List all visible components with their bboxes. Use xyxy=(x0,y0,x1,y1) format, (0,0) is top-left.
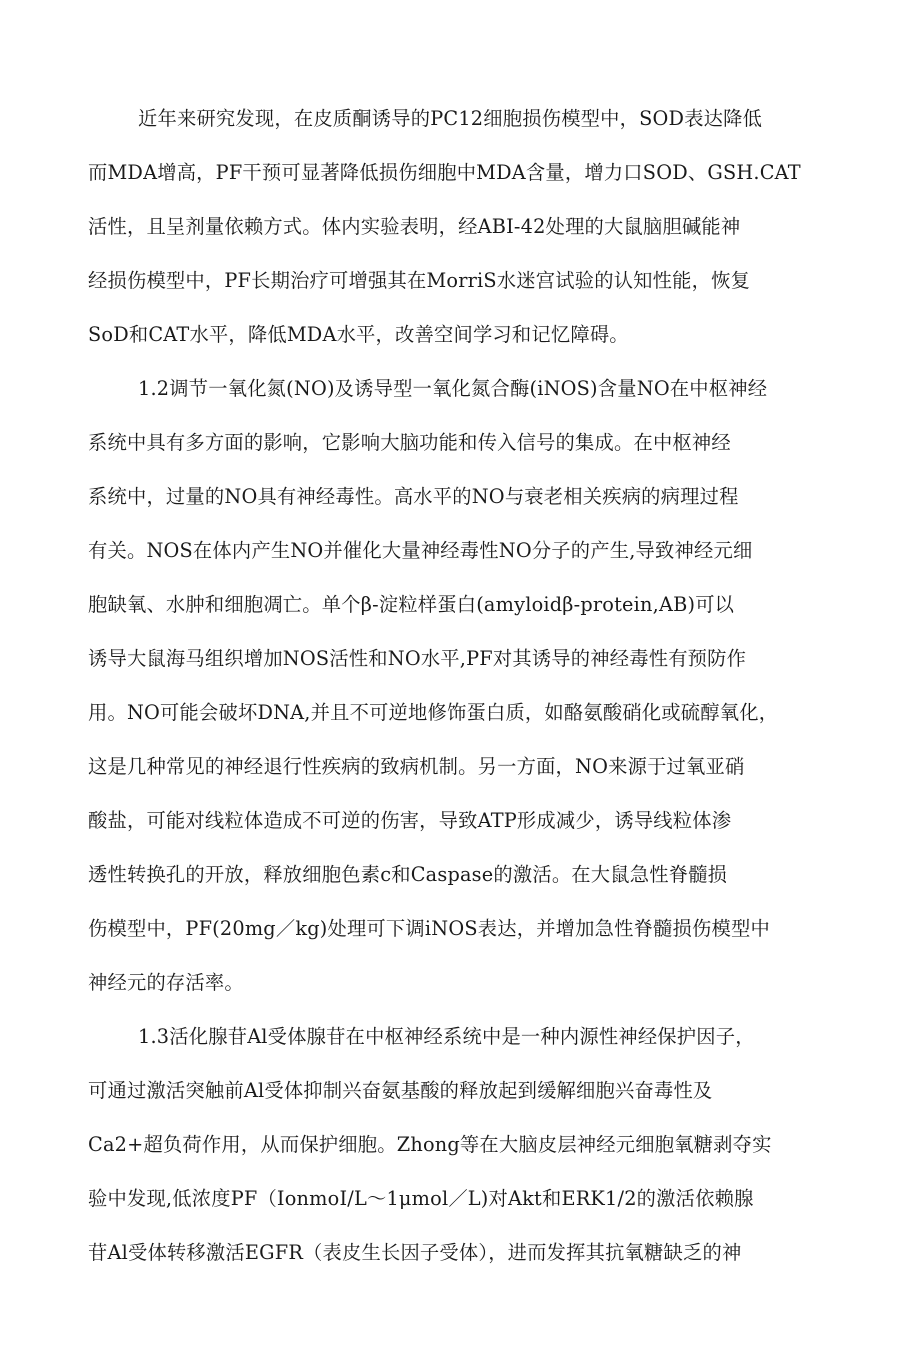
text-line: 验中发现,低浓度PF（IonmoI/L～1μmol／L)对Akt和ERK1/2的激活依赖腺 xyxy=(88,1187,754,1210)
text-line: 可通过激活突触前Al受体抑制兴奋氨基酸的释放起到缓解细胞兴奋毒性及 xyxy=(88,1079,713,1102)
text-line: 活性，且呈剂量依赖方式。体内实验表明，经ABI-42处理的大鼠脑胆碱能神 xyxy=(88,215,741,238)
text-line: 伤模型中，PF(20mg／kg)处理可下调iNOS表达，并增加急性脊髓损伤模型中 xyxy=(88,917,770,940)
text-line: SoD和CAT水平，降低MDA水平，改善空间学习和记忆障碍。 xyxy=(88,323,629,346)
text-line: 苷Al受体转移激活EGFR（表皮生长因子受体），进而发挥其抗氧糖缺乏的神 xyxy=(88,1241,742,1264)
text-line: 用。NO可能会破坏DNA,并且不可逆地修饰蛋白质，如酪氨酸硝化或硫醇氧化， xyxy=(88,701,779,724)
text-line: 经损伤模型中，PF长期治疗可增强其在MorriS水迷宫试验的认知性能，恢复 xyxy=(88,269,751,292)
text-line: 系统中具有多方面的影响，它影响大脑功能和传入信号的集成。在中枢神经 xyxy=(88,431,731,454)
section-heading-line: 1.3活化腺苷Al受体腺苷在中枢神经系统中是一种内源性神经保护因子， xyxy=(138,1025,755,1048)
text-line: 神经元的存活率。 xyxy=(88,971,244,994)
text-line: 系统中，过量的NO具有神经毒性。高水平的NO与衰老相关疾病的病理过程 xyxy=(88,485,739,508)
text-line: 这是几种常见的神经退行性疾病的致病机制。另一方面，NO来源于过氧亚硝 xyxy=(88,755,745,778)
text-line: 酸盐，可能对线粒体造成不可逆的伤害，导致ATP形成减少，诱导线粒体渗 xyxy=(88,809,732,832)
text-line: 有关。NOS在体内产生NO并催化大量神经毒性NO分子的产生,导致神经元细 xyxy=(88,539,753,562)
text-line: 而MDA增高，PF干预可显著降低损伤细胞中MDA含量，增力口SOD、GSH.CAT xyxy=(88,161,801,184)
text-line: 透性转换孔的开放，释放细胞色素c和Caspase的激活。在大鼠急性脊髓损 xyxy=(88,863,728,886)
section-heading-line: 1.2调节一氧化氮(NO)及诱导型一氧化氮合酶(iNOS)含量NO在中枢神经 xyxy=(138,377,768,400)
text-line: Ca2+超负荷作用，从而保护细胞。Zhong等在大脑皮层神经元细胞氧糖剥夺实 xyxy=(88,1133,772,1156)
text-line: 近年来研究发现，在皮质酮诱导的PC12细胞损伤模型中，SOD表达降低 xyxy=(138,107,763,130)
text-line: 诱导大鼠海马组织增加NOS活性和NO水平,PF对其诱导的神经毒性有预防作 xyxy=(88,647,747,670)
text-line: 胞缺氧、水肿和细胞凋亡。单个β-淀粒样蛋白(amyloidβ-protein,AB)可以 xyxy=(88,593,735,616)
